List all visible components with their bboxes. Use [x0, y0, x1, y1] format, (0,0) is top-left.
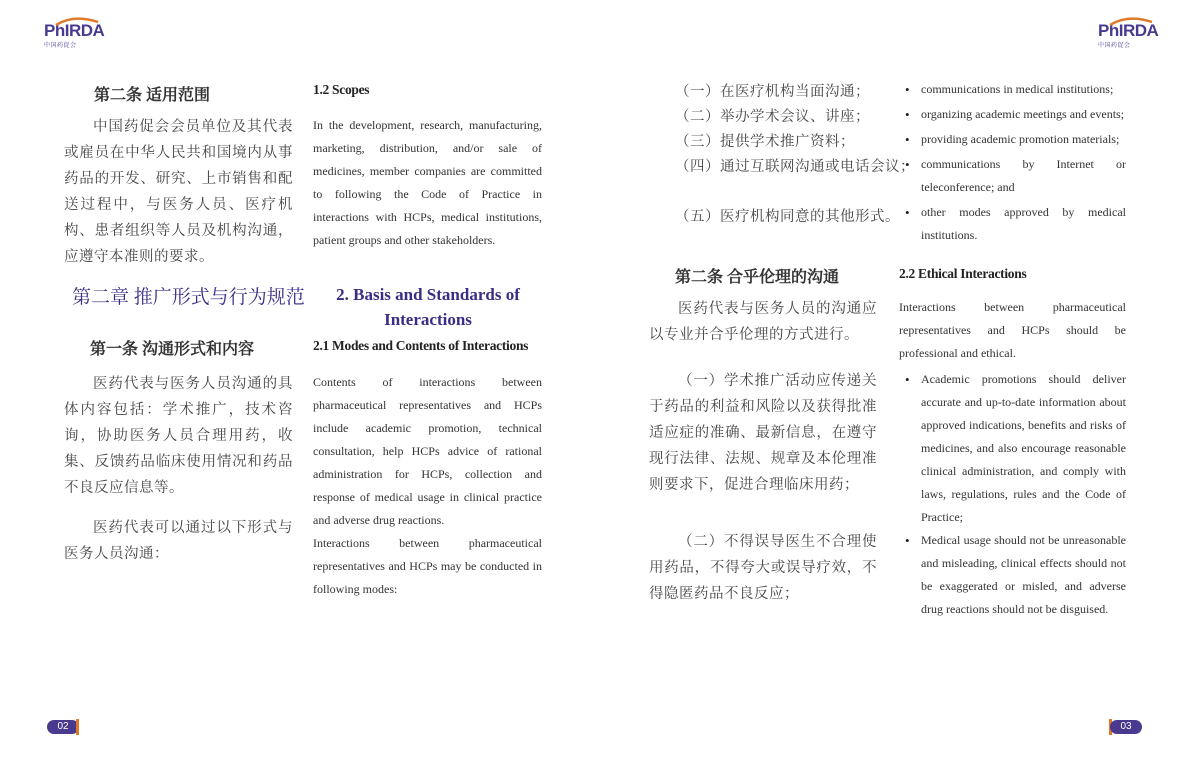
logo-swoosh-icon	[1108, 16, 1154, 26]
en-heading-modes: 2.1 Modes and Contents of Interactions	[313, 338, 529, 353]
cn-modes-paragraph-1: 医药代表与医务人员沟通的具体内容包括：学术推广，技术咨询，协助医务人员合理用药，收集、反馈药品临床使用情况和药品不良反应信息等。	[64, 376, 293, 496]
logo-text: PhIRDA	[1098, 21, 1159, 40]
cn-chapter-title: 第二章 推广形式与行为规范	[72, 287, 305, 308]
cn-scope-paragraph: 中国药促会会员单位及其代表或雇员在中华人民共和国境内从事药品的开发、研究、上市销售和配送过程中，与医务人员、医疗机构、患者组织等人员及机构沟通，应遵守本准则的要求。	[64, 119, 293, 265]
cn-ethical-item-1	[649, 368, 877, 498]
cn-mode-item-4: （四）通过互联网沟通或电话会议；	[675, 159, 915, 175]
cn-heading-modes: 第一条 沟通形式和内容	[90, 341, 255, 358]
logo-subtext: 中国药促会	[44, 42, 77, 49]
cn-mode-item-5: （五）医疗机构同意的其他形式。	[675, 209, 900, 225]
en-mode-item-3: • providing academic promotion materials;	[899, 128, 1126, 151]
cn-heading-ethical: 第二条 合乎伦理的沟通	[675, 269, 840, 286]
logo-text: PhIRDA	[44, 21, 105, 40]
cn-heading-scope: 第二条 适用范围	[94, 87, 211, 104]
en-ethical-list	[899, 368, 1126, 621]
en-ethical-text	[899, 296, 1126, 365]
page-marker-left	[76, 719, 79, 735]
en-chapter-title: 2. Basis and Standards of Interactions	[336, 285, 520, 329]
en-mode-list	[899, 78, 1126, 247]
cn-ethical-item-1-text: （一）学术推广活动应传递关于药品的利益和风险以及获得批准适应症的准确、最新信息，在遵守现行法律、法规、规章及本伦理准则要求下，促进合理临床用药；	[649, 373, 877, 493]
en-heading-scope: 1.2 Scopes	[313, 82, 370, 97]
cn-ethical-text	[649, 296, 877, 348]
en-ethical-item-2: • Medical usage should not be unreasonable and misleading, clinical effects should not be exaggerated or misled, and adverse drug reactions should not be disguised.	[899, 529, 1126, 621]
logo-subtext: 中国药促会	[1098, 42, 1131, 49]
en-mode-item-1: • communications in medical institutions;	[899, 78, 1126, 101]
en-modes-text	[313, 371, 542, 601]
en-modes-paragraph-1: Contents of interactions between pharmaceutical representatives and HCPs include academic promotion, technical consultation, help HCPs advice of rational administration for HCPs, collection and response of medical usage in clinical practice and adverse drug reactions.	[313, 375, 542, 527]
page-number-left: 02	[47, 720, 79, 734]
cn-ethical-paragraph: 医药代表与医务人员的沟通应以专业并合乎伦理的方式进行。	[649, 301, 877, 343]
cn-ethical-item-2	[649, 529, 877, 607]
en-ethical-item-1: • Academic promotions should deliver accurate and up-to-date information about approved indications, benefits and risks of medicines, and also encourage reasonable clinical administration, and comply with laws, regulations, rules and the Code of Practice;	[899, 368, 1126, 529]
en-mode-item-2: • organizing academic meetings and events;	[899, 103, 1126, 126]
en-heading-ethical: 2.2 Ethical Interactions	[899, 266, 1027, 281]
cn-mode-item-1: （一）在医疗机构当面沟通；	[675, 84, 870, 100]
logo-swoosh-icon	[54, 16, 100, 26]
cn-scope-text	[64, 114, 293, 270]
logo-left	[44, 22, 104, 49]
logo-right	[1098, 22, 1158, 49]
cn-mode-item-2: （二）举办学术会议、讲座；	[675, 109, 870, 125]
cn-modes-paragraph-2: 医药代表可以通过以下形式与医务人员沟通：	[64, 520, 293, 562]
cn-modes-text	[64, 371, 293, 567]
en-scope-text	[313, 114, 542, 252]
cn-ethical-item-2-text: （二）不得误导医生不合理使用药品，不得夸大或误导疗效，不得隐匿药品不良反应；	[649, 534, 877, 602]
cn-mode-item-3: （三）提供学术推广资料；	[675, 134, 855, 150]
en-mode-item-4: • communications by Internet or teleconference; and	[899, 153, 1126, 199]
en-scope-paragraph: In the development, research, manufacturing, marketing, distribution, and/or sale of medicines, member companies are committed to following the Code of Practice in interactions with HCPs, medical institutions, patient groups and other stakeholders.	[313, 118, 542, 247]
en-ethical-paragraph: Interactions between pharmaceutical representatives and HCPs should be professional and ethical.	[899, 300, 1126, 360]
en-modes-paragraph-2: Interactions between pharmaceutical representatives and HCPs may be conducted in following modes:	[313, 536, 542, 596]
page-number-right: 03	[1110, 720, 1142, 734]
en-mode-item-5: • other modes approved by medical institutions.	[899, 201, 1126, 247]
